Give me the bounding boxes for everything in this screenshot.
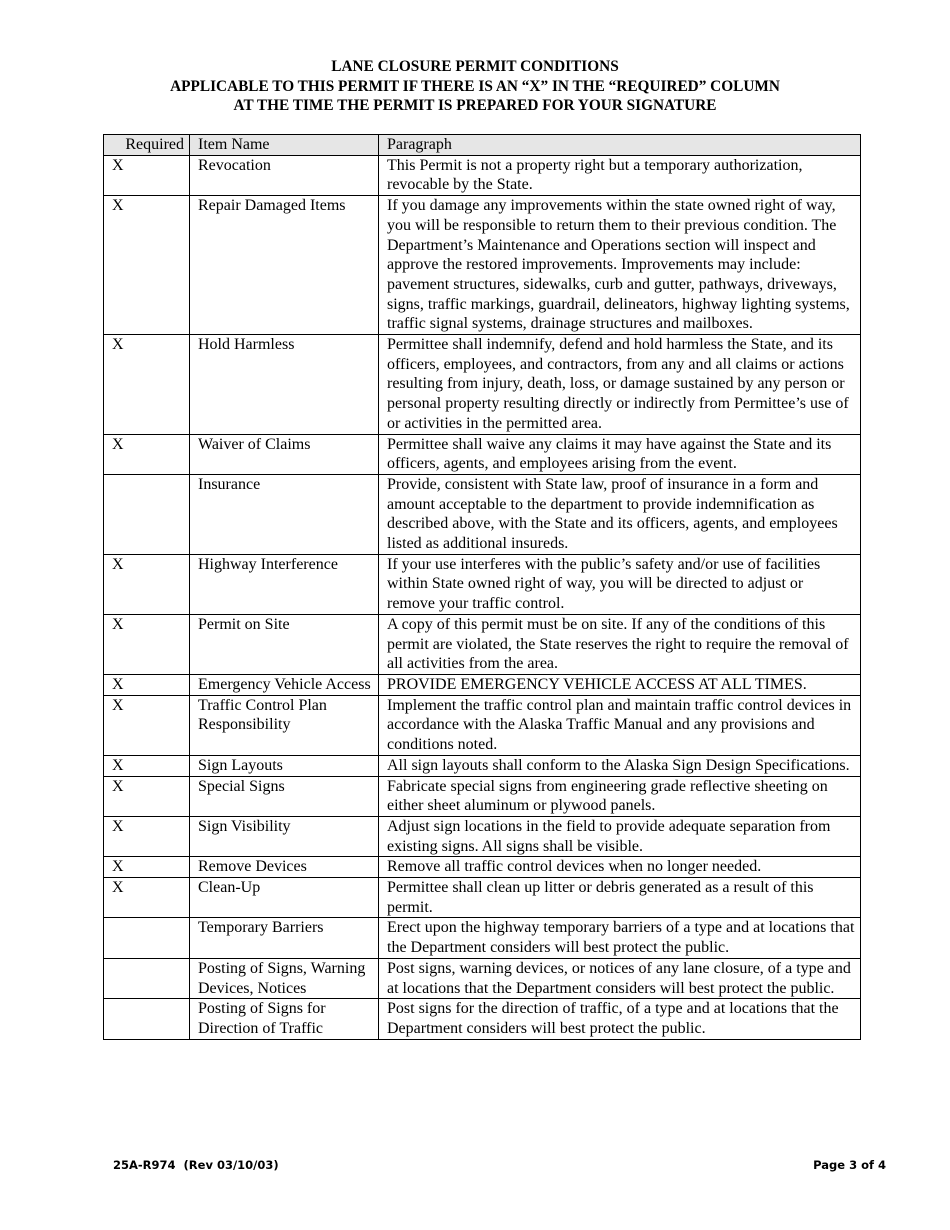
required-cell: X <box>104 434 190 474</box>
column-header-item-name: Item Name <box>190 135 379 156</box>
paragraph-cell: If you damage any improvements within the state owned right of way, you will be responsible to return them to their previous condition. The Department’s Maintenance and Operations section will inspect and approve the restored improvements. Improvements may include: pavement structures, sidewalks, curb and gutter, pathways, driveways, signs, traffic markings, guardrail, delineators, highway lighting systems, traffic signal systems, drainage structures and mailboxes. <box>379 196 861 335</box>
document-header <box>0 57 950 116</box>
paragraph-cell: PROVIDE EMERGENCY VEHICLE ACCESS AT ALL TIMES. <box>379 674 861 695</box>
page-number: Page 3 of 4 <box>813 1158 886 1172</box>
item-name-cell: Insurance <box>190 474 379 554</box>
column-header-paragraph: Paragraph <box>379 135 861 156</box>
header-subtitle-line1: APPLICABLE TO THIS PERMIT IF THERE IS AN “X” IN THE “REQUIRED” COLUMN <box>170 77 780 95</box>
item-name-cell: Special Signs <box>190 776 379 816</box>
table-row <box>104 816 861 856</box>
paragraph-cell: This Permit is not a property right but a temporary authorization, revocable by the State. <box>379 155 861 195</box>
table-header-row <box>104 135 861 156</box>
paragraph-cell: Erect upon the highway temporary barriers of a type and at locations that the Department considers will best protect the public. <box>379 918 861 958</box>
paragraph-cell: If your use interferes with the public’s safety and/or use of facilities within State owned right of way, you will be directed to adjust or remove your traffic control. <box>379 554 861 614</box>
item-name-cell: Temporary Barriers <box>190 918 379 958</box>
required-cell: X <box>104 196 190 335</box>
paragraph-cell: Post signs, warning devices, or notices of any lane closure, of a type and at locations that the Department considers will best protect the public. <box>379 958 861 998</box>
item-name-cell: Repair Damaged Items <box>190 196 379 335</box>
paragraph-cell: Implement the traffic control plan and maintain traffic control devices in accordance with the Alaska Traffic Manual and any provisions and conditions noted. <box>379 695 861 755</box>
paragraph-cell: All sign layouts shall conform to the Alaska Sign Design Specifications. <box>379 755 861 776</box>
required-cell: X <box>104 155 190 195</box>
table-row <box>104 918 861 958</box>
header-subtitle-line2: AT THE TIME THE PERMIT IS PREPARED FOR YOUR SIGNATURE <box>233 97 717 114</box>
required-cell: X <box>104 695 190 755</box>
paragraph-cell: Post signs for the direction of traffic, of a type and at locations that the Department considers will best protect the public. <box>379 999 861 1039</box>
item-name-cell: Posting of Signs, Warning Devices, Notices <box>190 958 379 998</box>
required-cell: X <box>104 755 190 776</box>
required-cell: X <box>104 816 190 856</box>
permit-conditions-table <box>103 134 861 1040</box>
table-row <box>104 695 861 755</box>
item-name-cell: Permit on Site <box>190 614 379 674</box>
item-name-cell: Highway Interference <box>190 554 379 614</box>
table-row <box>104 958 861 998</box>
table-row <box>104 776 861 816</box>
table-row <box>104 755 861 776</box>
item-name-cell: Sign Layouts <box>190 755 379 776</box>
item-name-cell: Waiver of Claims <box>190 434 379 474</box>
table-row <box>104 554 861 614</box>
column-header-required: Required <box>104 135 190 156</box>
header-title: LANE CLOSURE PERMIT CONDITIONS <box>331 58 619 75</box>
table-row <box>104 335 861 435</box>
paragraph-cell: Provide, consistent with State law, proof of insurance in a form and amount acceptable to the department to provide indemnification as described above, with the State and its officers, agents, and employees listed as additional insureds. <box>379 474 861 554</box>
required-cell <box>104 958 190 998</box>
table-row <box>104 155 861 195</box>
required-cell: X <box>104 554 190 614</box>
paragraph-cell: Adjust sign locations in the field to provide adequate separation from existing signs. All signs shall be visible. <box>379 816 861 856</box>
item-name-cell: Hold Harmless <box>190 335 379 435</box>
paragraph-cell: Permittee shall indemnify, defend and hold harmless the State, and its officers, employees, and contractors, from any and all claims or actions resulting from injury, death, loss, or damage sustained by any person or personal property resulting directly or indirectly from Permittee’s use of or activities in the permitted area. <box>379 335 861 435</box>
required-cell: X <box>104 674 190 695</box>
paragraph-cell: Remove all traffic control devices when no longer needed. <box>379 857 861 878</box>
table-row <box>104 196 861 335</box>
table-row <box>104 878 861 918</box>
item-name-cell: Traffic Control Plan Responsibility <box>190 695 379 755</box>
table-row <box>104 999 861 1039</box>
item-name-cell: Emergency Vehicle Access <box>190 674 379 695</box>
table-row <box>104 434 861 474</box>
item-name-cell: Posting of Signs for Direction of Traffic <box>190 999 379 1039</box>
required-cell: X <box>104 614 190 674</box>
required-cell: X <box>104 857 190 878</box>
table-row <box>104 474 861 554</box>
required-cell <box>104 474 190 554</box>
item-name-cell: Revocation <box>190 155 379 195</box>
table-row <box>104 674 861 695</box>
required-cell: X <box>104 776 190 816</box>
paragraph-cell: Permittee shall waive any claims it may have against the State and its officers, agents, and employees arising from the event. <box>379 434 861 474</box>
paragraph-cell: A copy of this permit must be on site. If any of the conditions of this permit are violated, the State reserves the right to require the removal of all activities from the area. <box>379 614 861 674</box>
form-id: 25A-R974 (Rev 03/10/03) <box>113 1158 279 1172</box>
paragraph-cell: Permittee shall clean up litter or debris generated as a result of this permit. <box>379 878 861 918</box>
table-body <box>104 155 861 1039</box>
required-cell <box>104 918 190 958</box>
item-name-cell: Sign Visibility <box>190 816 379 856</box>
required-cell: X <box>104 878 190 918</box>
paragraph-cell: Fabricate special signs from engineering grade reflective sheeting on either sheet aluminum or plywood panels. <box>379 776 861 816</box>
item-name-cell: Clean-Up <box>190 878 379 918</box>
table-row <box>104 857 861 878</box>
table-row <box>104 614 861 674</box>
required-cell: X <box>104 335 190 435</box>
item-name-cell: Remove Devices <box>190 857 379 878</box>
required-cell <box>104 999 190 1039</box>
